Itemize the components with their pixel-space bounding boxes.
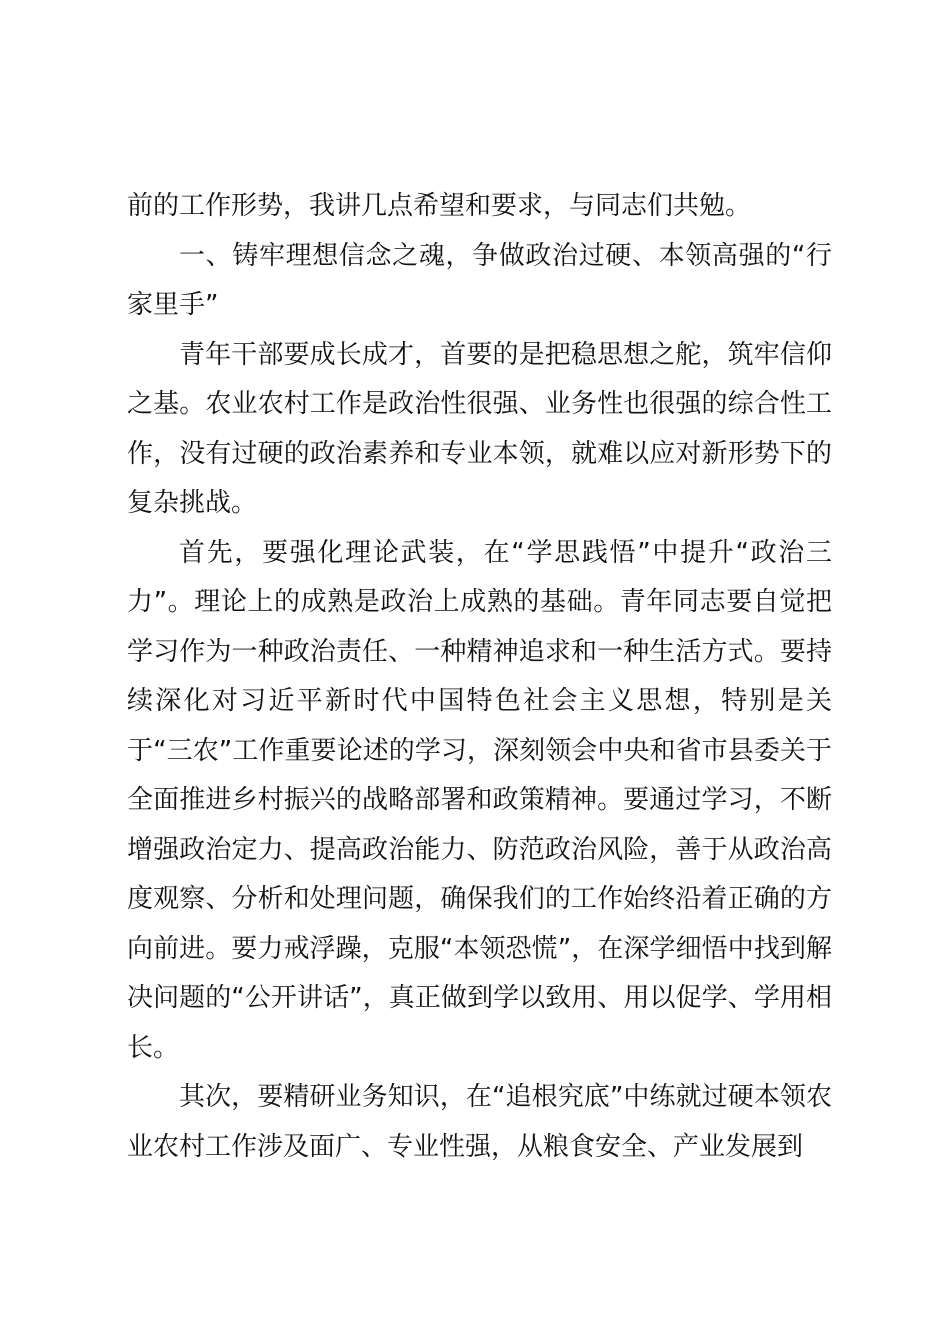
paragraph-continuation: 前的工作形势，我讲几点希望和要求，与同志们共勉。 <box>127 191 752 221</box>
section-heading: 一、铸牢理想信念之魂，争做政治过硬、本领高强的“行家里手” <box>127 240 832 320</box>
paragraph-first-point: 首先，要强化理论武装，在“学思践悟”中提升“政治三力”。理论上的成熟是政治上成熟的基础。青年同志要自觉把学习作为一种政治责任、一种精神追求和一种生活方式。要持续深化对习近平新时代中国特色社会主义思想，特别是关于“三农”工作重要论述的学习，深刻领会中央和省市县委关于全面推进乡村振兴的战略部署和政策精神。要通过学习，不断增强政治定力、提高政治能力、防范政治风险，善于从政治高度观察、分析和处理问题，确保我们的工作始终沿着正确的方向前进。要力戒浮躁，克服“本领恐慌”，在深学细悟中找到解决问题的“公开讲话”，真正做到学以致用、用以促学、学用相长。 <box>127 537 832 1063</box>
paragraph-intro: 青年干部要成长成才，首要的是把稳思想之舵，筑牢信仰之基。农业农村工作是政治性很强、业务性也很强的综合性工作，没有过硬的政治素养和专业本领，就难以应对新形势下的复杂挑战。 <box>127 339 832 518</box>
paragraph-second-point: 其次，要精研业务知识，在“追根究底”中练就过硬本领农业农村工作涉及面广、专业性强，从粮食安全、产业发展到 <box>127 1082 832 1162</box>
document-body <box>127 182 832 1172</box>
